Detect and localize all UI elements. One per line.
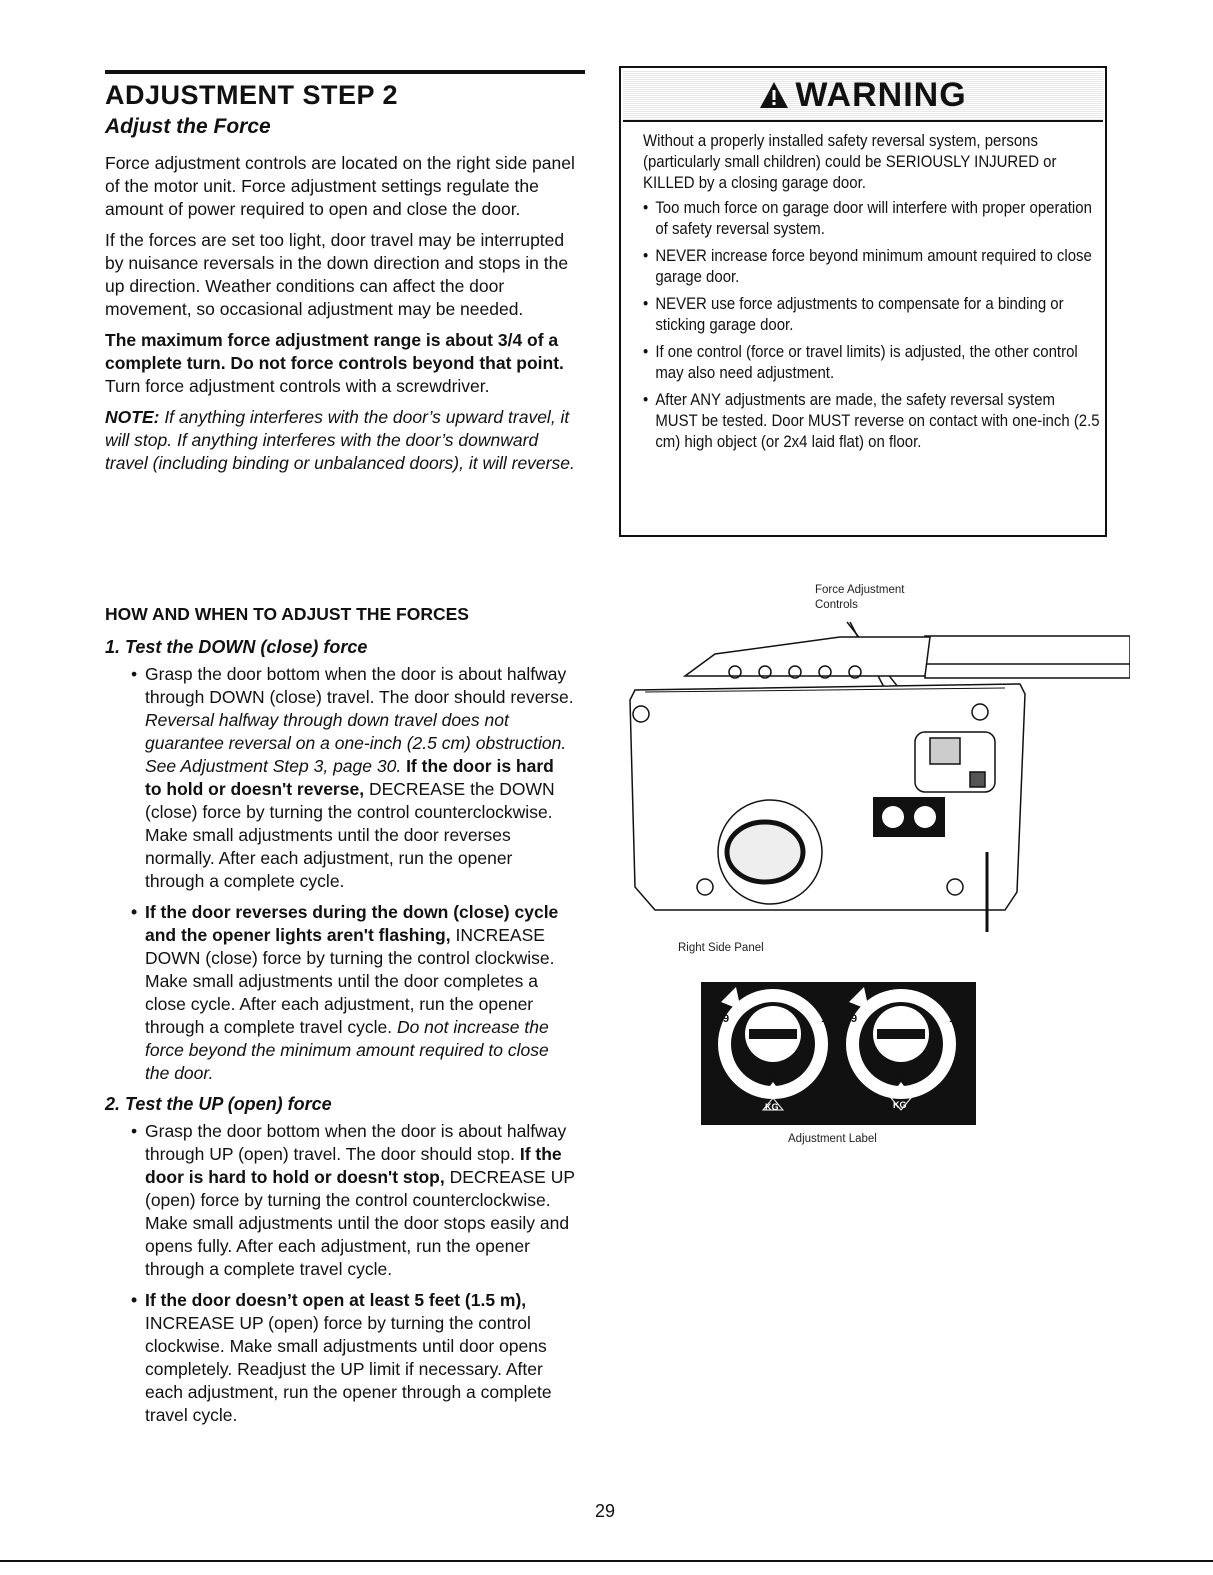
dial-left-num-5: 5 [769,1070,776,1082]
dial-left-num-9: 9 [723,1013,730,1025]
adjustment-label-graphic [701,982,976,1125]
max-force-rest: Turn force adjustment controls with a screwdriver. [105,376,490,396]
step2-b2-bold: If the door doesn’t open at least 5 feet (1.5 m), [145,1290,527,1310]
note-label: NOTE: [105,407,160,427]
warning-bullet [643,293,1101,335]
bullet-dot: • [131,1121,138,1141]
page-number: 29 [595,1501,616,1521]
dial-right-num-5: 5 [897,1070,904,1082]
dial-left-num-3: 3 [804,1053,811,1065]
bullet-dot: • [643,390,649,409]
right-side-panel-label: Right Side Panel [678,942,764,954]
steps-list [105,636,575,1435]
force-controls-label-2: Controls [815,599,858,611]
warning-bullet-text: NEVER increase force beyond minimum amount required to close garage door. [655,246,1092,286]
bullet-dot: • [643,246,649,265]
bottom-rule [0,1560,1213,1562]
warning-body [621,124,1113,452]
title-rule [105,70,585,74]
motor-unit-illustration [625,612,1130,937]
step1-bullet-2 [105,901,575,1085]
intro-paragraph-1: Force adjustment controls are located on the right side panel of the motor unit. Force adjustment settings regulate the amount of power required to open and close the door. [105,153,575,219]
step2-heading: 2. Test the UP (open) force [105,1094,332,1114]
dial-right-num-3: 3 [932,1053,939,1065]
dial-right-num-1: 1 [949,1013,956,1025]
warning-bullet [643,341,1101,383]
step1-bullet-1 [105,663,575,893]
step2-b1-bold: If the door is hard to hold or doesn't stop, [145,1144,562,1187]
bullet-dot: • [131,1290,138,1310]
left-column [105,70,585,483]
dial-left-num-7: 7 [739,1053,746,1065]
step1-b1-italic: Reversal halfway through down travel does not guarantee reversal on a one-inch (2.5 cm) obstruction. See Adjustment Step 3, page 30. [145,710,567,776]
max-force-bold: The maximum force adjustment range is about 3/4 of a complete turn. Do not force controls beyond that point. [105,330,564,373]
dial-right-num-7: 7 [867,1053,874,1065]
warning-header [623,70,1103,122]
kg-up-label: KG [765,1102,779,1112]
step2-bullet-2 [105,1289,575,1427]
page-title: ADJUSTMENT STEP 2 [105,80,399,110]
step1-b2-italic: Do not increase the force beyond the minimum amount required to close the door. [145,1017,549,1083]
step2-bullet-1 [105,1120,575,1281]
intro-paragraph-3 [105,329,585,398]
bullet-dot: • [131,664,138,684]
step1-b2-bold: If the door reverses during the down (close) cycle and the opener lights aren't flashing, [145,902,559,945]
step1-heading: 1. Test the DOWN (close) force [105,637,368,657]
dial-right-num-9: 9 [851,1013,858,1025]
bullet-dot: • [643,294,649,313]
note-text: If anything interferes with the door’s upward travel, it will stop. If anything interferes with the door’s downward travel (including binding or unbalanced doors), it will reverse. [105,407,575,473]
step2-b2-rest: INCREASE UP (open) force by turning the control clockwise. Make small adjustments until door opens completely. Readjust the UP limit if necessary. After each adjustment, run the opener through a complete travel cycle. [145,1313,552,1425]
warning-bullet [643,197,1101,239]
warning-bullet [643,245,1101,287]
step2-b1-text: Grasp the door bottom when the door is about halfway through UP (open) travel. The door should stop. [145,1121,567,1164]
section-heading: HOW AND WHEN TO ADJUST THE FORCES [105,604,469,624]
warning-bullet-text: If one control (force or travel limits) is adjusted, the other control may also need adjustment. [655,342,1078,382]
warning-box [619,66,1107,537]
warning-bullet-text: NEVER use force adjustments to compensate for a binding or sticking garage door. [655,294,1064,334]
kg-down-label: KG [893,1100,907,1110]
warning-bullet-text: Too much force on garage door will interfere with proper operation of safety reversal system. [655,198,1092,238]
warning-bullet [643,389,1101,452]
adjustment-label-caption: Adjustment Label [788,1133,877,1145]
dial-left-num-1: 1 [821,1013,828,1025]
page-subtitle: Adjust the Force [105,115,271,138]
step1-b1-bold: If the door is hard to hold or doesn't reverse, [145,756,554,799]
bullet-dot: • [643,342,649,361]
bullet-dot: • [131,902,138,922]
bullet-dot: • [643,198,649,217]
force-controls-label-1: Force Adjustment [815,584,905,596]
step1-b2-rest: INCREASE DOWN (close) force by turning the control clockwise. Make small adjustments until the door completes a close cycle. After each adjustment, run the opener through a complete travel cycle. [145,925,555,1037]
note-paragraph [105,406,585,475]
step1-b1-text: Grasp the door bottom when the door is about halfway through DOWN (close) travel. The door should reverse. [145,664,574,707]
step2-b1-rest: DECREASE UP (open) force by turning the control counterclockwise. Make small adjustments until the door stops easily and opens fully. After each adjustment, run the opener through a complete travel cycle. [145,1167,575,1279]
warning-bullet-text: After ANY adjustments are made, the safety reversal system MUST be tested. Door MUST reverse on contact with one-inch (2.5 cm) high object (or 2x4 laid flat) on floor. [655,390,1100,451]
warning-intro: Without a properly installed safety reversal system, persons (particularly small children) could be SERIOUSLY INJURED or KILLED by a closing garage door. [643,131,1057,192]
intro-paragraph-2: If the forces are set too light, door travel may be interrupted by nuisance reversals in the down direction and stops in the up direction. Weather conditions can affect the door movement, so occasional adjustment may be needed. [105,230,569,319]
warning-title: WARNING [795,75,967,114]
step1-b1-rest: DECREASE the DOWN (close) force by turning the control counterclockwise. Make small adjustments until the door reverses normally. After each adjustment, run the opener through a complete cycle. [145,779,555,891]
warning-triangle-icon [759,81,789,109]
